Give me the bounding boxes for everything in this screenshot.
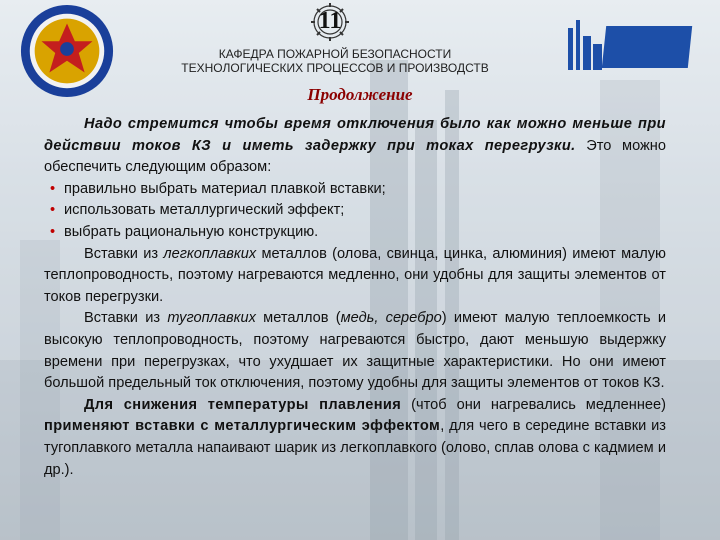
fusible-term: легкоплавких bbox=[163, 245, 257, 262]
department-name bbox=[150, 47, 520, 75]
refractory-term: тугоплавких bbox=[167, 310, 256, 327]
metallurgical-emphasis-2: применяют вставки с металлургическим эффектом bbox=[44, 418, 441, 435]
header bbox=[0, 0, 720, 104]
slide-content bbox=[44, 114, 666, 481]
intro-rest: Это можно обеспечить следующим образом: bbox=[44, 137, 666, 176]
metallurgical-emphasis-1: Для снижения температуры плавления bbox=[84, 396, 402, 413]
department-line-2: ТЕХНОЛОГИЧЕСКИХ ПРОЦЕССОВ И ПРОИЗВОДСТВ bbox=[181, 61, 489, 75]
intro-paragraph bbox=[44, 114, 666, 179]
bullet-marker: • bbox=[50, 202, 56, 219]
list-item: • правильно выбрать материал плавкой вставки; bbox=[44, 179, 666, 201]
intro-emphasis: Надо стремится чтобы время отключения было как можно меньше при действии токов КЗ и иметь задержку при токах перегрузки. bbox=[44, 116, 666, 154]
bullet-marker: • bbox=[50, 223, 56, 240]
emblem-icon bbox=[18, 2, 116, 100]
plant-icon bbox=[564, 18, 604, 70]
slide-title: Продолжение bbox=[307, 85, 413, 104]
bullet-marker: • bbox=[50, 180, 56, 197]
refractory-paragraph: Вставки из тугоплавких металлов (медь, серебро) имеют малую теплоемкость и высокую теплопроводность, поэтому нагреваются быстро, дают меньшую выдержку времени при перегрузках, что ухудшает их защитные характеристики. Но они имеют большой предельный ток отключения, поэтому удобны для защиты элементов от токов КЗ. bbox=[44, 310, 666, 392]
list-item: • выбрать рациональную конструкцию. bbox=[44, 222, 666, 244]
method-list bbox=[44, 179, 666, 244]
fusible-paragraph: Вставки из легкоплавких металлов (олова, свинца, цинка, алюминия) имеют малую теплопроводность, поэтому нагреваются медленно, они удобны для защиты элементов от токов перегрузки. bbox=[44, 245, 666, 305]
logo-badge bbox=[602, 26, 692, 68]
refractory-examples: медь, серебро bbox=[340, 310, 442, 327]
department-logo bbox=[564, 14, 694, 72]
page-number: 11 bbox=[318, 8, 342, 34]
list-item: • использовать металлургический эффект; bbox=[44, 200, 666, 222]
page-number-badge bbox=[300, 2, 360, 46]
department-line-1: КАФЕДРА ПОЖАРНОЙ БЕЗОПАСНОСТИ bbox=[218, 47, 452, 61]
metallurgical-paragraph: Для снижения температуры плавления (чтоб они нагревались медленнее) применяют вставки с металлургическим эффектом, для чего в середине вставки из тугоплавкого металла напаивают шарик из легкоплавкого (олово, сплав олова с кадмием и др.). bbox=[44, 396, 666, 478]
